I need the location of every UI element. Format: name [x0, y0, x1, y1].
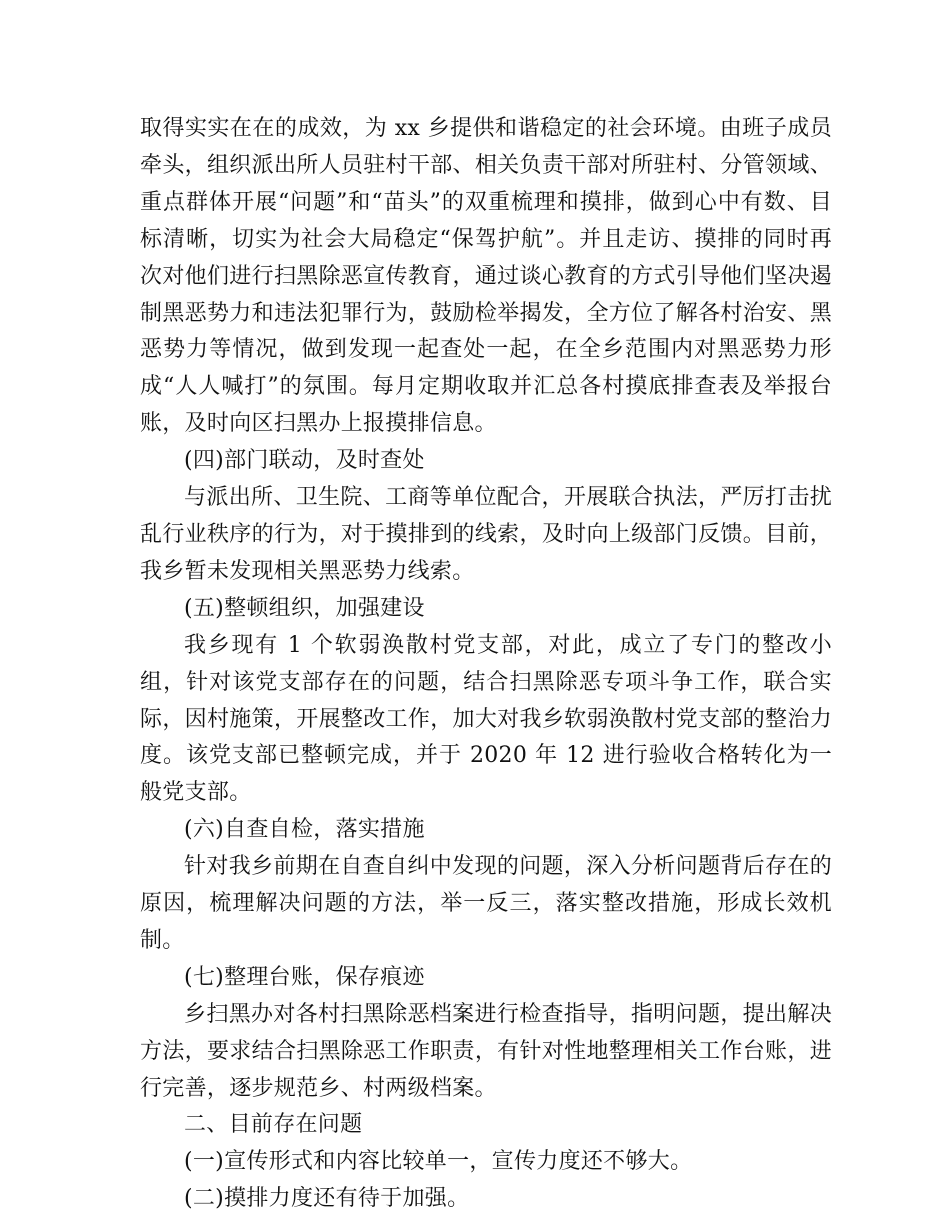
document-body: [140, 111, 832, 1218]
section-heading-four: (四)部门联动，及时查处: [184, 448, 425, 474]
section-heading-seven: (七)整理台账，保存痕迹: [184, 964, 425, 990]
body-paragraph: 乡扫黑办对各村扫黑除恶档案进行检查指导，指明问题，提出解决方法，要求结合扫黑除恶工作职责，有针对性地整理相关工作台账，进行完善，逐步规范乡、村两级档案。: [140, 1001, 832, 1101]
body-paragraph: 我乡现有 1 个软弱涣散村党支部，对此，成立了专门的整改小组，针对该党支部存在的问题，结合扫黑除恶专项斗争工作，联合实际，因村施策，开展整改工作，加大对我乡软弱涣散村党支部的整治力度。该党支部已整顿完成，并于 2020 年 12 进行验收合格转化为一般党支部。: [140, 632, 832, 806]
chapter-heading-two: 二、目前存在问题: [184, 1112, 363, 1138]
body-paragraph: 与派出所、卫生院、工商等单位配合，开展联合执法，严厉打击扰乱行业秩序的行为，对于摸排到的线索，及时向上级部门反馈。目前，我乡暂未发现相关黑恶势力线索。: [140, 485, 832, 584]
body-paragraph: 针对我乡前期在自查自纠中发现的问题，深入分析问题背后存在的原因，梳理解决问题的方法，举一反三，落实整改措施，形成长效机制。: [140, 854, 832, 953]
section-heading-five: (五)整顿组织，加强建设: [184, 595, 425, 621]
section-heading-six: (六)自查自检，落实措施: [184, 817, 425, 843]
issue-item-two: (二)摸排力度还有待于加强。: [184, 1186, 470, 1212]
body-paragraph: 取得实实在在的成效，为 xx 乡提供和谐稳定的社会环境。由班子成员牵头，组织派出所人员驻村干部、相关负责干部对所驻村、分管领域、重点群体开展“问题”和“苗头”的双重梳理和摸排，做到心中有数、目标清晰，切实为社会大局稳定“保驾护航”。并且走访、摸排的同时再次对他们进行扫黑除恶宣传教育，通过谈心教育的方式引导他们坚决遏制黑恶势力和违法犯罪行为，鼓励检举揭发，全方位了解各村治安、黑恶势力等情况，做到发现一起查处一起，在全乡范围内对黑恶势力形成“人人喊打”的氛围。每月定期收取并汇总各村摸底排查表及举报台账，及时向区扫黑办上报摸排信息。: [140, 116, 832, 437]
issue-item-one: (一)宣传形式和内容比较单一，宣传力度还不够大。: [184, 1149, 693, 1175]
